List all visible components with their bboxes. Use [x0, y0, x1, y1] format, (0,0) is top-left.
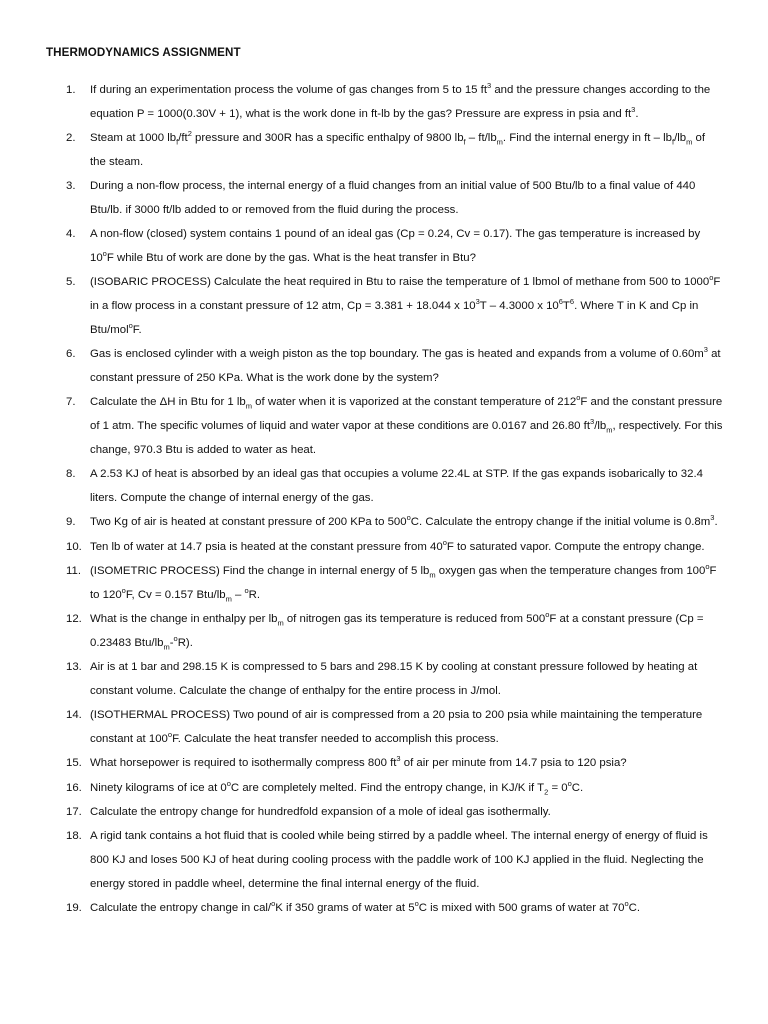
question-item: [46, 777, 724, 801]
question-text: (ISOTHERMAL PROCESS) Two pound of air is compressed from a 20 psia to 200 psia while maintaining the temperature constant at 100$^o$F. Calculate the heat transfer needed to accomplish this process.: [90, 709, 703, 746]
question-number: 8.: [66, 468, 76, 481]
question-number: 16.: [66, 781, 82, 794]
question-item: [46, 391, 724, 462]
question-text: (ISOBARIC PROCESS) Calculate the heat required in Btu to raise the temperature of 1 lbmol of methane from 500 to 1000$^o$F in a flow process in a constant pressure of 12 atm, Cp = 3.381 + 18.044 x $10^3T - 4.3000$ x $10^6T^6$. Where T in K and Cp in Btu/mol$^o$F.: [90, 273, 721, 336]
question-item: [46, 79, 724, 127]
question-list: [46, 79, 724, 921]
question-item: [46, 608, 724, 656]
question-item: [46, 897, 724, 921]
question-item: [46, 536, 724, 560]
question-text: Steam at 1000 $lb_f/ft^2$ pressure and 300R has a specific enthalpy of 9800 $lb_f - ft/lb_m$. Find the internal energy in ft – $lb_f/lb_m$ of the steam.: [90, 129, 706, 168]
question-number: 6.: [66, 348, 76, 361]
question-text: Calculate the ΔH in Btu for 1 $lb_m$ of water when it is vaporized at the constant temperature of 212$^o$F and the constant pressure of 1 atm. The specific volumes of liquid and water vapor at these conditions are 0.0167 and 26.80 $ft^3/lb_m$, respectively. For this change, 970.3 Btu is added to water as heat.: [90, 393, 723, 456]
question-number: 3.: [66, 180, 76, 193]
question-number: 9.: [66, 516, 76, 529]
question-text: A 2.53 KJ of heat is absorbed by an ideal gas that occupies a volume 22.4L at STP. If the gas expands isobarically to 32.4 liters. Compute the change of internal energy of the gas.: [90, 468, 703, 505]
question-number: 19.: [66, 902, 82, 915]
question-item: [46, 752, 724, 776]
question-item: [46, 463, 724, 511]
question-text: Calculate the entropy change for hundredfold expansion of a mole of ideal gas isothermally.: [90, 805, 551, 818]
question-text: Ten lb of water at 14.7 psia is heated at the constant pressure from 40$^o$F to saturated vapor. Compute the entropy change.: [90, 537, 705, 553]
question-number: 13.: [66, 661, 82, 674]
question-number: 4.: [66, 228, 76, 241]
question-text: Ninety kilograms of ice at 0$^o$C are completely melted. Find the entropy change, in KJ/K if $T_2 = 0^oC$.: [90, 778, 584, 796]
question-number: 15.: [66, 757, 82, 770]
question-text: A non-flow (closed) system contains 1 pound of an ideal gas (Cp = 0.24, Cv = 0.17). The gas temperature is increased by 10$^o$F while Btu of work are done by the gas. What is the heat transfer in Btu?: [90, 228, 701, 265]
question-item: [46, 511, 724, 535]
question-number: 2.: [66, 132, 76, 145]
question-item: [46, 560, 724, 608]
question-item: [46, 656, 724, 704]
question-number: 11.: [66, 564, 81, 577]
question-item: [46, 223, 724, 271]
question-number: 18.: [66, 830, 82, 843]
question-text: During a non-flow process, the internal energy of a fluid changes from an initial value of 500 Btu/lb to a final value of 440 Btu/lb. if 3000 ft/lb added to or removed from the fluid during the process.: [90, 180, 696, 216]
question-number: 14.: [66, 709, 82, 722]
question-item: [46, 271, 724, 342]
question-item: [46, 343, 724, 391]
question-number: 5.: [66, 276, 76, 289]
question-number: 7.: [66, 396, 76, 409]
question-item: [46, 801, 724, 825]
question-text: What is the change in enthalpy per $lb_m$ of nitrogen gas its temperature is reduced from 500$^o$F at a constant pressure (Cp = 0.23483 Btu/$lb_m-^oR$).: [90, 610, 704, 652]
document-title: THERMODYNAMICS ASSIGNMENT: [46, 46, 241, 59]
question-text: Air is at 1 bar and 298.15 K is compressed to 5 bars and 298.15 K by cooling at constant pressure followed by heating at constant volume. Calculate the change of enthalpy for the entire process in J/mol.: [90, 661, 698, 697]
question-number: 1.: [66, 84, 76, 96]
question-item: [46, 127, 724, 175]
question-text: (ISOMETRIC PROCESS) Find the change in internal energy of 5 $lb_m$ oxygen gas when the temperature changes from 100$^o$F to 120$^o$F, Cv = 0.157 Btu/$lb_m - ^oR$.: [90, 562, 717, 604]
question-number: 12.: [66, 613, 82, 626]
question-text: Gas is enclosed cylinder with a weigh piston as the top boundary. The gas is heated and expands from a volume of $0.60m^3$ at constant pressure of 250 KPa. What is the work done by the system?: [90, 345, 721, 385]
question-number: 17.: [66, 805, 82, 818]
question-text: Calculate the entropy change in cal/$^o$K if 350 grams of water at 5$^o$C is mixed with 500 grams of water at 70$^o$C.: [90, 899, 641, 915]
question-text: What horsepower is required to isothermally compress 800 $ft^3$ of air per minute from 14.7 psia to 120 psia?: [90, 754, 627, 770]
question-item: [46, 175, 724, 223]
question-text: If during an experimentation process the volume of gas changes from 5 to 15 $ft^3$ and the pressure changes according to the equation P = 1000(0.30V + 1), what is the work done in ft-lb by the gas? Pressure are express in psia and $ft^3$.: [90, 81, 711, 120]
question-item: [46, 704, 724, 752]
question-text: Two Kg of air is heated at constant pressure of 200 KPa to 500$^o$C. Calculate the entropy change if the initial volume is $0.8m^3$.: [90, 513, 718, 529]
question-number: 10.: [66, 540, 82, 553]
question-item: [46, 825, 724, 896]
question-text: A rigid tank contains a hot fluid that is cooled while being stirred by a paddle wheel. The internal energy of energy of fluid is 800 KJ and loses 500 KJ of heat during cooling process with the paddle work of 100 KJ applied in the fluid. Neglecting the energy stored in paddle wheel, determine the final internal energy of the fluid.: [90, 830, 708, 890]
